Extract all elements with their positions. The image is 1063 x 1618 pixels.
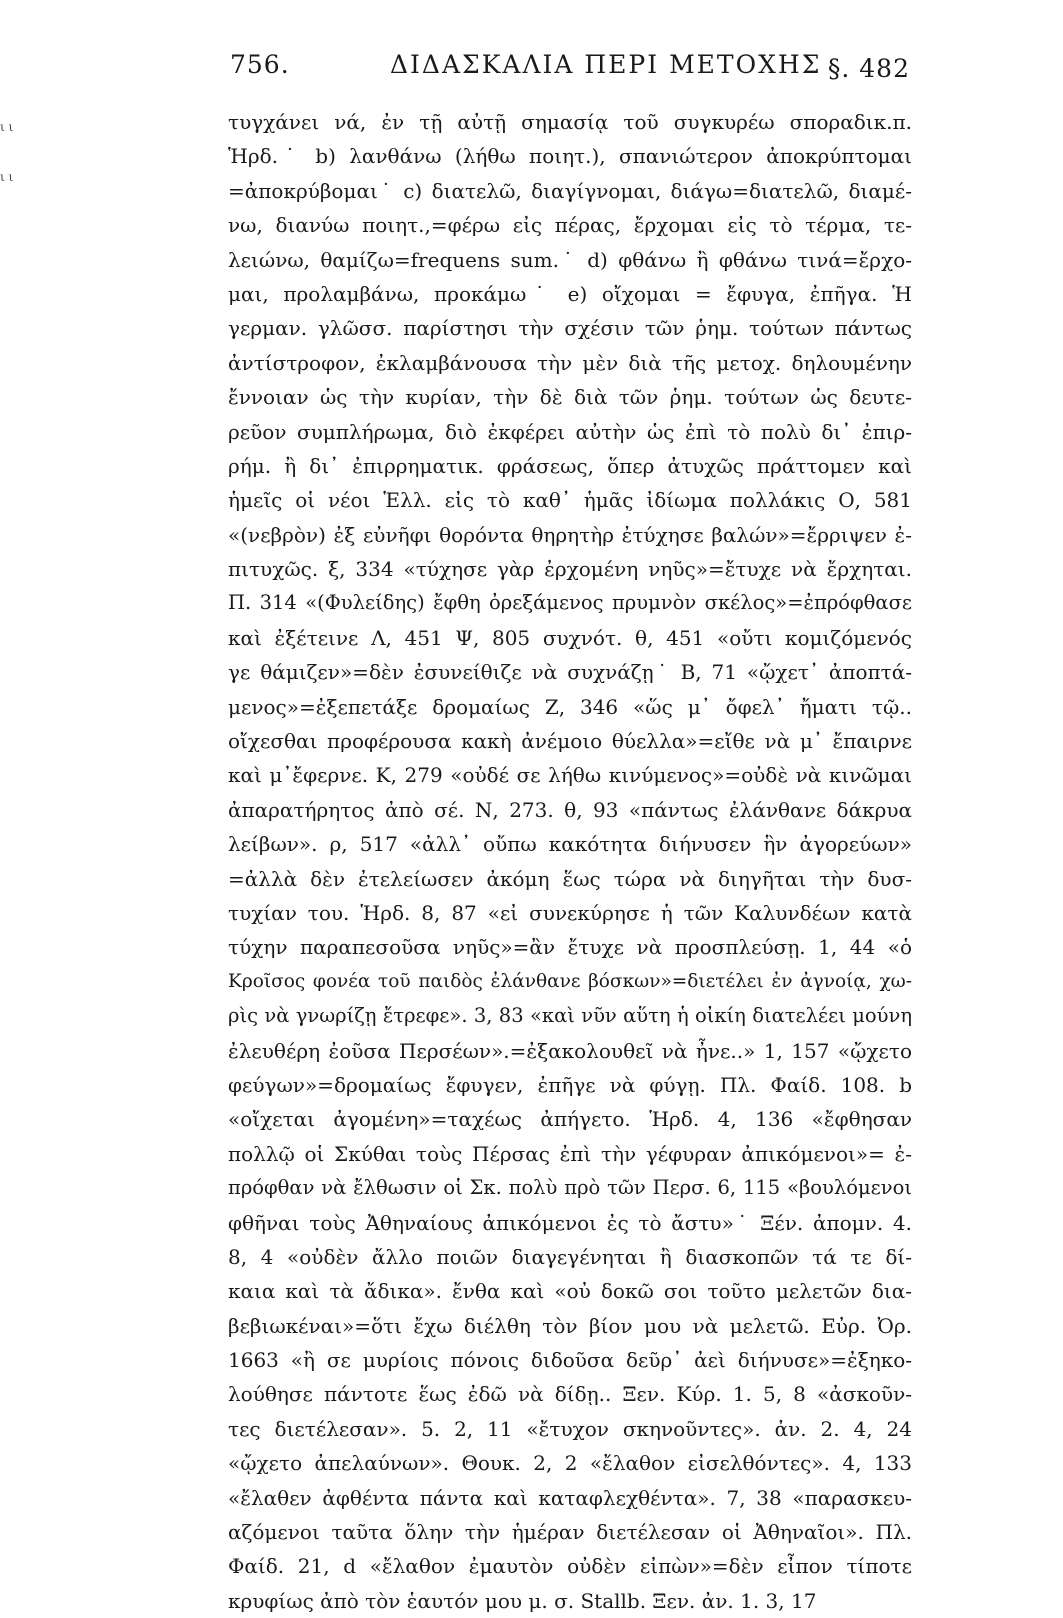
text-line: οἴχεσθαι προφέρουσα κακὴ ἀνέμοιο θύελλα»=εἴθε νὰ μ᾽ ἔπαιρνε	[228, 729, 912, 754]
text-line: 8, 4 «οὐδὲν ἄλλο ποιῶν διαγεγένηται ἢ διασκοπῶν τά τε δί-	[228, 1244, 912, 1269]
text-line: γε θάμιζεν»=δὲν ἐσυνείθιζε νὰ συχνάζῃ˙ Β, 71 «ᾤχετ᾽ ἀποπτά-	[228, 660, 912, 685]
text-line: τυχίαν του. Ἡρδ. 8, 87 «εἰ συνεκύρησε ἡ τῶν Καλυνδέων κατὰ	[228, 900, 912, 925]
text-line: πρόφθαν νὰ ἔλθωσιν οἱ Σκ. πολὺ πρὸ τῶν Περσ. 6, 115 «βουλόμενοι	[228, 1176, 912, 1200]
text-line: μενος»=ἐξεπετάξε δρομαίως Ζ, 346 «ὥς μ᾽ ὄφελ᾽ ἤματι τῷ..	[228, 694, 912, 719]
text-line: =ἀλλὰ δὲν ἐτελείωσεν ἀκόμη ἕως τώρα νὰ διηγῆται τὴν δυσ-	[228, 866, 912, 891]
text-line: «ἔλαθεν ἀφθέντα πάντα καὶ καταφλεχθέντα». 7, 38 «παρασκευ-	[228, 1485, 912, 1510]
margin-mark: ι ι	[0, 170, 14, 184]
page-number: 756.	[230, 50, 290, 79]
text-line: καὶ ἐξέτεινε Λ, 451 Ψ, 805 συχνότ. θ, 451 «οὔτι κομιζόμενός	[228, 625, 912, 650]
text-line: «ᾤχετο ἀπελαύνων». Θουκ. 2, 2 «ἔλαθον εἰσελθόντες». 4, 133	[228, 1451, 912, 1476]
text-line: ἔννοιαν ὡς τὴν κυρίαν, τὴν δὲ διὰ τῶν ῥημ. τούτων ὡς δευτε-	[228, 385, 912, 410]
text-line: Κροῖσος φονέα τοῦ παιδὸς ἐλάνθανε βόσκων»=διετέλει ἐν ἀγνοίᾳ, χω-	[228, 970, 912, 992]
text-line: =ἀποκρύβομαι˙ c) διατελῶ, διαγίγνομαι, διάγω=διατελῶ, διαμέ-	[228, 178, 912, 203]
text-line: φθῆναι τοὺς Ἀθηναίους ἀπικόμενοι ἐς τὸ ἄστυ»˙ Ξέν. ἀπομν. 4.	[228, 1210, 912, 1235]
running-header	[230, 50, 910, 90]
text-line: κρυφίως ἀπὸ τὸν ἑαυτόν μου μ. σ. Stallb. Ξεν. ἀν. 1. 3, 17	[228, 1588, 817, 1613]
text-line: γερμαν. γλῶσσ. παρίστησι τὴν σχέσιν τῶν ῥημ. τούτων πάντως	[228, 316, 912, 341]
text-line: ἐλευθέρη ἐοῦσα Περσέων».=ἐξακολουθεῖ νὰ ἦνε..» 1, 157 «ᾤχετο	[228, 1038, 912, 1063]
text-line: πολλῷ οἱ Σκύθαι τοὺς Πέρσας ἐπὶ τὴν γέφυραν ἀπικόμενοι»= ἐ-	[228, 1141, 912, 1166]
text-line: αζόμενοι ταῦτα ὅλην τὴν ἡμέραν διετέλεσαν οἱ Ἀθηναῖοι». Πλ.	[228, 1520, 912, 1545]
section-number: §. 482	[827, 54, 910, 83]
text-line: μαι, προλαμβάνω, προκάμω˙ e) οἴχομαι = ἔφυγα, ἐπῆγα. Ἡ	[228, 281, 912, 306]
text-line: Φαίδ. 21, d «ἔλαθον ἐμαυτὸν οὐδὲν εἰπὼν»=δὲν εἶπον τίποτε	[228, 1554, 912, 1579]
text-line: πιτυχῶς. ξ, 334 «τύχησε γὰρ ἐρχομένη νηῦς»=ἔτυχε νὰ ἔρχηται.	[228, 557, 912, 582]
text-line: 1663 «ἢ σε μυρίοις πόνοις διδοῦσα δεῦρ᾽ ἀεὶ διήνυσε»=ἐξηκο-	[228, 1348, 912, 1373]
text-line: ρὶς νὰ γνωρίζῃ ἔτρεφε». 3, 83 «καὶ νῦν αὕτη ἡ οἰκίη διατελέει μούνη	[228, 1004, 912, 1028]
running-title: ΔΙΔΑΣΚΑΛΙΑ ΠΕΡΙ ΜΕΤΟΧΗΣ	[390, 50, 822, 79]
text-line: Π. 314 «(Φυλείδης) ἔφθη ὀρεξάμενος πρυμνὸν σκέλος»=ἐπρόφθασε	[228, 591, 912, 615]
margin-mark: ι ι	[0, 120, 14, 134]
text-line: ἀντίστροφον, ἐκλαμβάνουσα τὴν μὲν διὰ τῆς μετοχ. δηλουμένην	[228, 350, 912, 375]
text-line: τύχην παραπεσοῦσα νηῦς»=ἂν ἔτυχε νὰ προσπλεύσῃ. 1, 44 «ὁ	[228, 935, 912, 960]
text-line: νω, διανύω ποιητ.,=φέρω εἰς πέρας, ἔρχομαι εἰς τὸ τέρμα, τε-	[228, 213, 912, 238]
text-line: βεβιωκέναι»=ὅτι ἔχω διέλθη τὸν βίον μου νὰ μελετῶ. Εὐρ. Ὀρ.	[228, 1313, 912, 1338]
text-line: «(νεβρὸν) ἐξ εὐνῆφι θορόντα θηρητὴρ ἐτύχησε βαλών»=ἔρριψεν ἐ-	[228, 522, 912, 547]
text-line: καια καὶ τὰ ἄδικα». ἔνθα καὶ «οὐ δοκῶ σοι τοῦτο μελετῶν δια-	[228, 1279, 912, 1304]
body-text	[228, 105, 912, 1618]
text-line: ρεῦον συμπλήρωμα, διὸ ἐκφέρει αὐτὴν ὡς ἐπὶ τὸ πολὺ δι᾽ ἐπιρ-	[228, 419, 912, 444]
text-line: τες διετέλεσαν». 5. 2, 11 «ἔτυχον σκηνοῦντες». ἀν. 2. 4, 24	[228, 1416, 912, 1441]
text-line: ρήμ. ἢ δι᾽ ἐπιρρηματικ. φράσεως, ὅπερ ἀτυχῶς πράττομεν καὶ	[228, 453, 912, 478]
text-line: λείβων». ρ, 517 «ἀλλ᾽ οὔπω κακότητα διήνυσεν ἣν ἀγορεύων»	[228, 832, 912, 857]
text-line: ἀπαρατήρητος ἀπὸ σέ. Ν, 273. θ, 93 «πάντως ἐλάνθανε δάκρυα	[228, 797, 912, 822]
text-line: «οἴχεται ἀγομένη»=ταχέως ἀπήγετο. Ἡρδ. 4, 136 «ἔφθησαν	[228, 1107, 912, 1132]
text-line: ἡμεῖς οἱ νέοι Ἑλλ. εἰς τὸ καθ᾽ ἡμᾶς ἰδίωμα πολλάκις Ο, 581	[228, 488, 912, 513]
text-line: Ἡρδ.˙ b) λανθάνω (λήθω ποιητ.), σπανιώτερον ἀποκρύπτομαι	[228, 144, 912, 169]
text-line: φεύγων»=δρομαίως ἔφυγεν, ἐπῆγε νὰ φύγῃ. Πλ. Φαίδ. 108. b	[228, 1072, 912, 1097]
text-line: τυγχάνει νά, ἐν τῇ αὐτῇ σημασίᾳ τοῦ συγκυρέω σποραδικ.π.	[228, 110, 912, 134]
text-line: καὶ μ᾽ἔφερνε. Κ, 279 «οὐδέ σε λήθω κινύμενος»=οὐδὲ νὰ κινῶμαι	[228, 763, 912, 788]
text-line: λούθησε πάντοτε ἕως ἐδῶ νὰ δίδῃ.. Ξεν. Κύρ. 1. 5, 8 «ἀσκοῦν-	[228, 1382, 912, 1407]
text-line: λειώνω, θαμίζω=frequens sum.˙ d) φθάνω ἢ φθάνω τινά=ἔρχο-	[228, 247, 912, 272]
